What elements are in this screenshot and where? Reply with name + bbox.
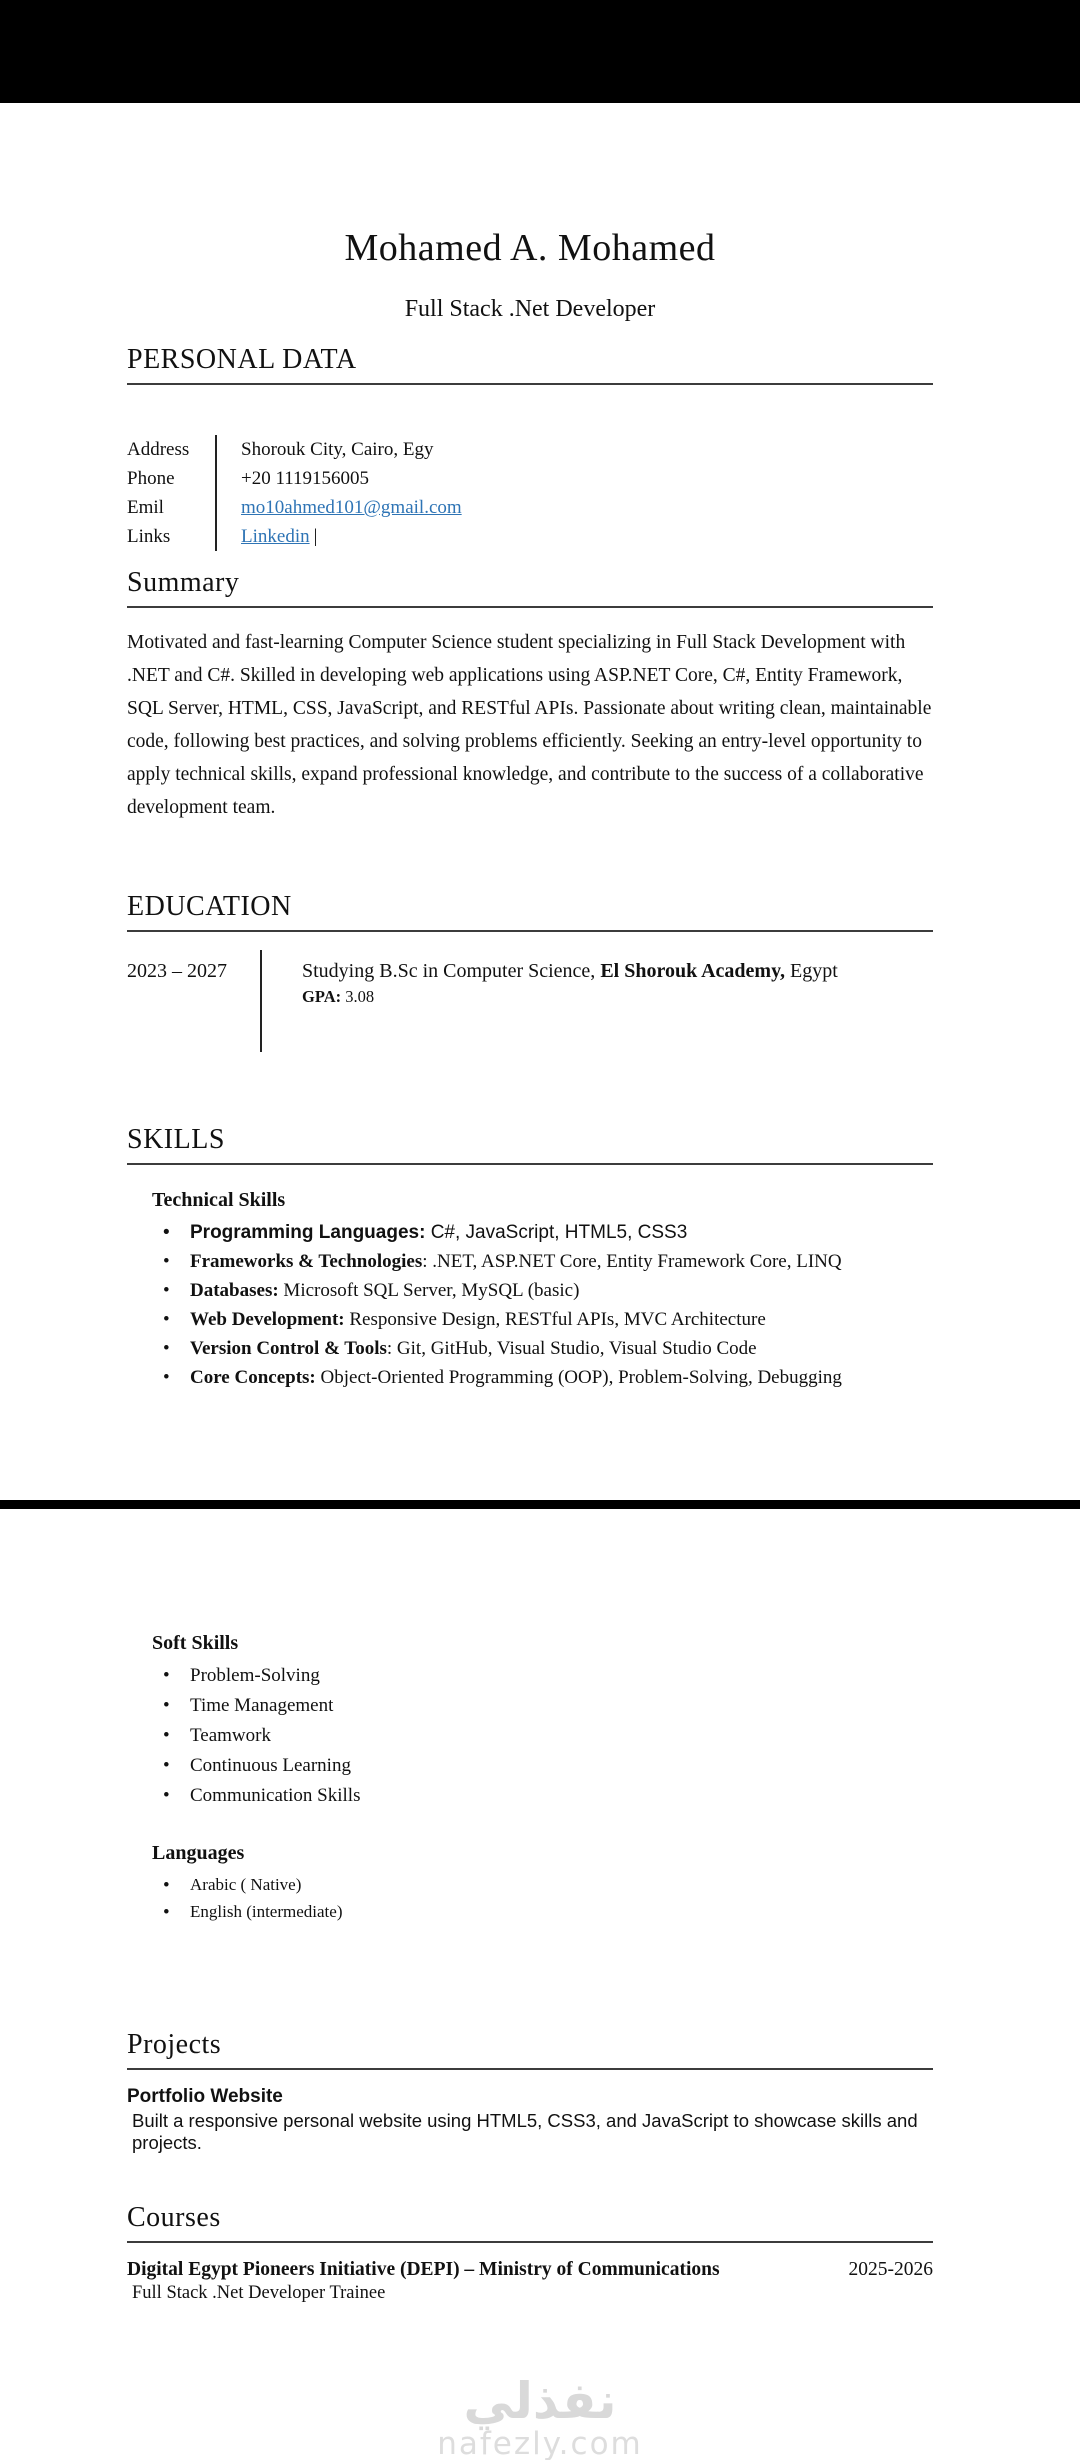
links-label: Links — [127, 526, 171, 547]
education-entry — [127, 950, 933, 1052]
nafezly-logo: نفذلي — [463, 2372, 617, 2430]
skill-label: Version Control & Tools — [190, 1338, 387, 1359]
skill-value: Microsoft SQL Server, MySQL (basic) — [278, 1280, 580, 1301]
technical-skills-subheading: Technical Skills — [152, 1189, 286, 1211]
phone-label: Phone — [127, 468, 175, 489]
list-item — [163, 1309, 933, 1331]
gpa-value: 3.08 — [341, 987, 375, 1006]
page-break-bar — [0, 1500, 1080, 1509]
candidate-job-title: Full Stack .Net Developer — [404, 296, 656, 322]
top-black-bar — [0, 0, 1080, 103]
email-label: Emil — [127, 497, 164, 518]
skill-value: C#, JavaScript, HTML5, CSS3 — [425, 1222, 688, 1243]
languages-list — [163, 1875, 933, 1922]
personal-data-values — [215, 435, 462, 551]
candidate-name: Mohamed A. Mohamed — [344, 227, 716, 269]
soft-skills-list — [163, 1665, 933, 1807]
skill-value: : Git, GitHub, Visual Studio, Visual Studio Code — [386, 1338, 757, 1359]
phone-value: +20 1119156005 — [241, 468, 370, 489]
education-details — [260, 950, 838, 1052]
skills-heading: SKILLS — [127, 1124, 933, 1165]
address-value: Shorouk City, Cairo, Egy — [241, 439, 434, 460]
linkedin-link[interactable]: Linkedin — [241, 526, 310, 547]
list-item: • Continuous Learning — [163, 1755, 933, 1777]
list-item — [163, 1338, 933, 1360]
course-subtitle: Full Stack .Net Developer Trainee — [132, 2283, 386, 2303]
skill-label: Web Development: — [190, 1309, 345, 1330]
section-courses — [127, 2202, 933, 2304]
education-degree-suffix: Egypt — [785, 960, 838, 982]
gpa-label: GPA: — [302, 987, 342, 1006]
list-item — [163, 1251, 933, 1273]
project-description: Built a responsive personal website using HTML5, CSS3, and JavaScript to showcase skills and projects. — [132, 2110, 918, 2153]
summary-paragraph: Motivated and fast-learning Computer Science student specializing in Full Stack Development with .NET and C#. Skilled in developing web applications using ASP.NET Core, C#, Entity Framework, SQL Server, HTML, CSS, JavaScript, and RESTful APIs. Passionate about writing clean, maintainable code, following best practices, and solving problems efficiently. Seeking an entry-level opportunity to apply technical skills, expand professional knowledge, and contribute to the success of a collaborative development team. — [127, 632, 932, 818]
personal-data-table — [127, 435, 933, 551]
course-title: Digital Egypt Pioneers Initiative (DEPI) – Ministry of Communications — [127, 2259, 720, 2280]
education-heading: EDUCATION — [127, 891, 933, 932]
list-item: • Problem-Solving — [163, 1665, 933, 1687]
personal-data-heading: PERSONAL DATA — [127, 344, 933, 385]
section-skills — [127, 1124, 933, 1396]
list-item: • English (intermediate) — [163, 1902, 933, 1922]
summary-heading: Summary — [127, 567, 933, 608]
email-link[interactable]: mo10ahmed101@gmail.com — [241, 497, 462, 518]
list-item: • Time Management — [163, 1695, 933, 1717]
project-title: Portfolio Website — [127, 2086, 283, 2107]
section-projects — [127, 2029, 933, 2154]
address-label: Address — [127, 439, 190, 460]
section-soft-skills — [127, 1632, 933, 1815]
list-item — [163, 1222, 933, 1244]
skill-label: Databases: — [190, 1280, 279, 1301]
section-personal-data — [127, 344, 933, 551]
list-item — [163, 1280, 933, 1302]
skill-value: Responsive Design, RESTful APIs, MVC Architecture — [344, 1309, 766, 1330]
course-period: 2025-2026 — [848, 2259, 933, 2280]
skill-value: Object-Oriented Programming (OOP), Problem-Solving, Debugging — [315, 1367, 842, 1388]
skill-value: : .NET, ASP.NET Core, Entity Framework Core, LINQ — [422, 1251, 842, 1272]
list-item: • Arabic ( Native) — [163, 1875, 933, 1895]
nafezly-watermark — [0, 2372, 1080, 2460]
course-entry — [127, 2259, 933, 2281]
links-separator: | — [313, 526, 318, 547]
education-period: 2023 – 2027 — [127, 960, 227, 982]
personal-data-labels — [127, 435, 215, 551]
list-item: • Teamwork — [163, 1725, 933, 1747]
list-item — [163, 1367, 933, 1389]
section-languages — [127, 1842, 933, 1929]
courses-heading: Courses — [127, 2202, 933, 2243]
languages-subheading: Languages — [152, 1842, 245, 1864]
technical-skills-list — [163, 1222, 933, 1389]
section-summary — [127, 567, 933, 824]
soft-skills-subheading: Soft Skills — [152, 1632, 239, 1654]
list-item: • Communication Skills — [163, 1785, 933, 1807]
skill-label: Frameworks & Technologies — [190, 1251, 423, 1272]
projects-heading: Projects — [127, 2029, 933, 2070]
skill-label: Programming Languages: — [190, 1222, 426, 1243]
education-institution: El Shorouk Academy, — [600, 960, 785, 982]
education-degree-prefix: Studying B.Sc in Computer Science, — [302, 960, 601, 982]
section-education — [127, 891, 933, 1052]
nafezly-site-text: nafezly.com — [437, 2426, 643, 2460]
skill-label: Core Concepts: — [190, 1367, 316, 1388]
